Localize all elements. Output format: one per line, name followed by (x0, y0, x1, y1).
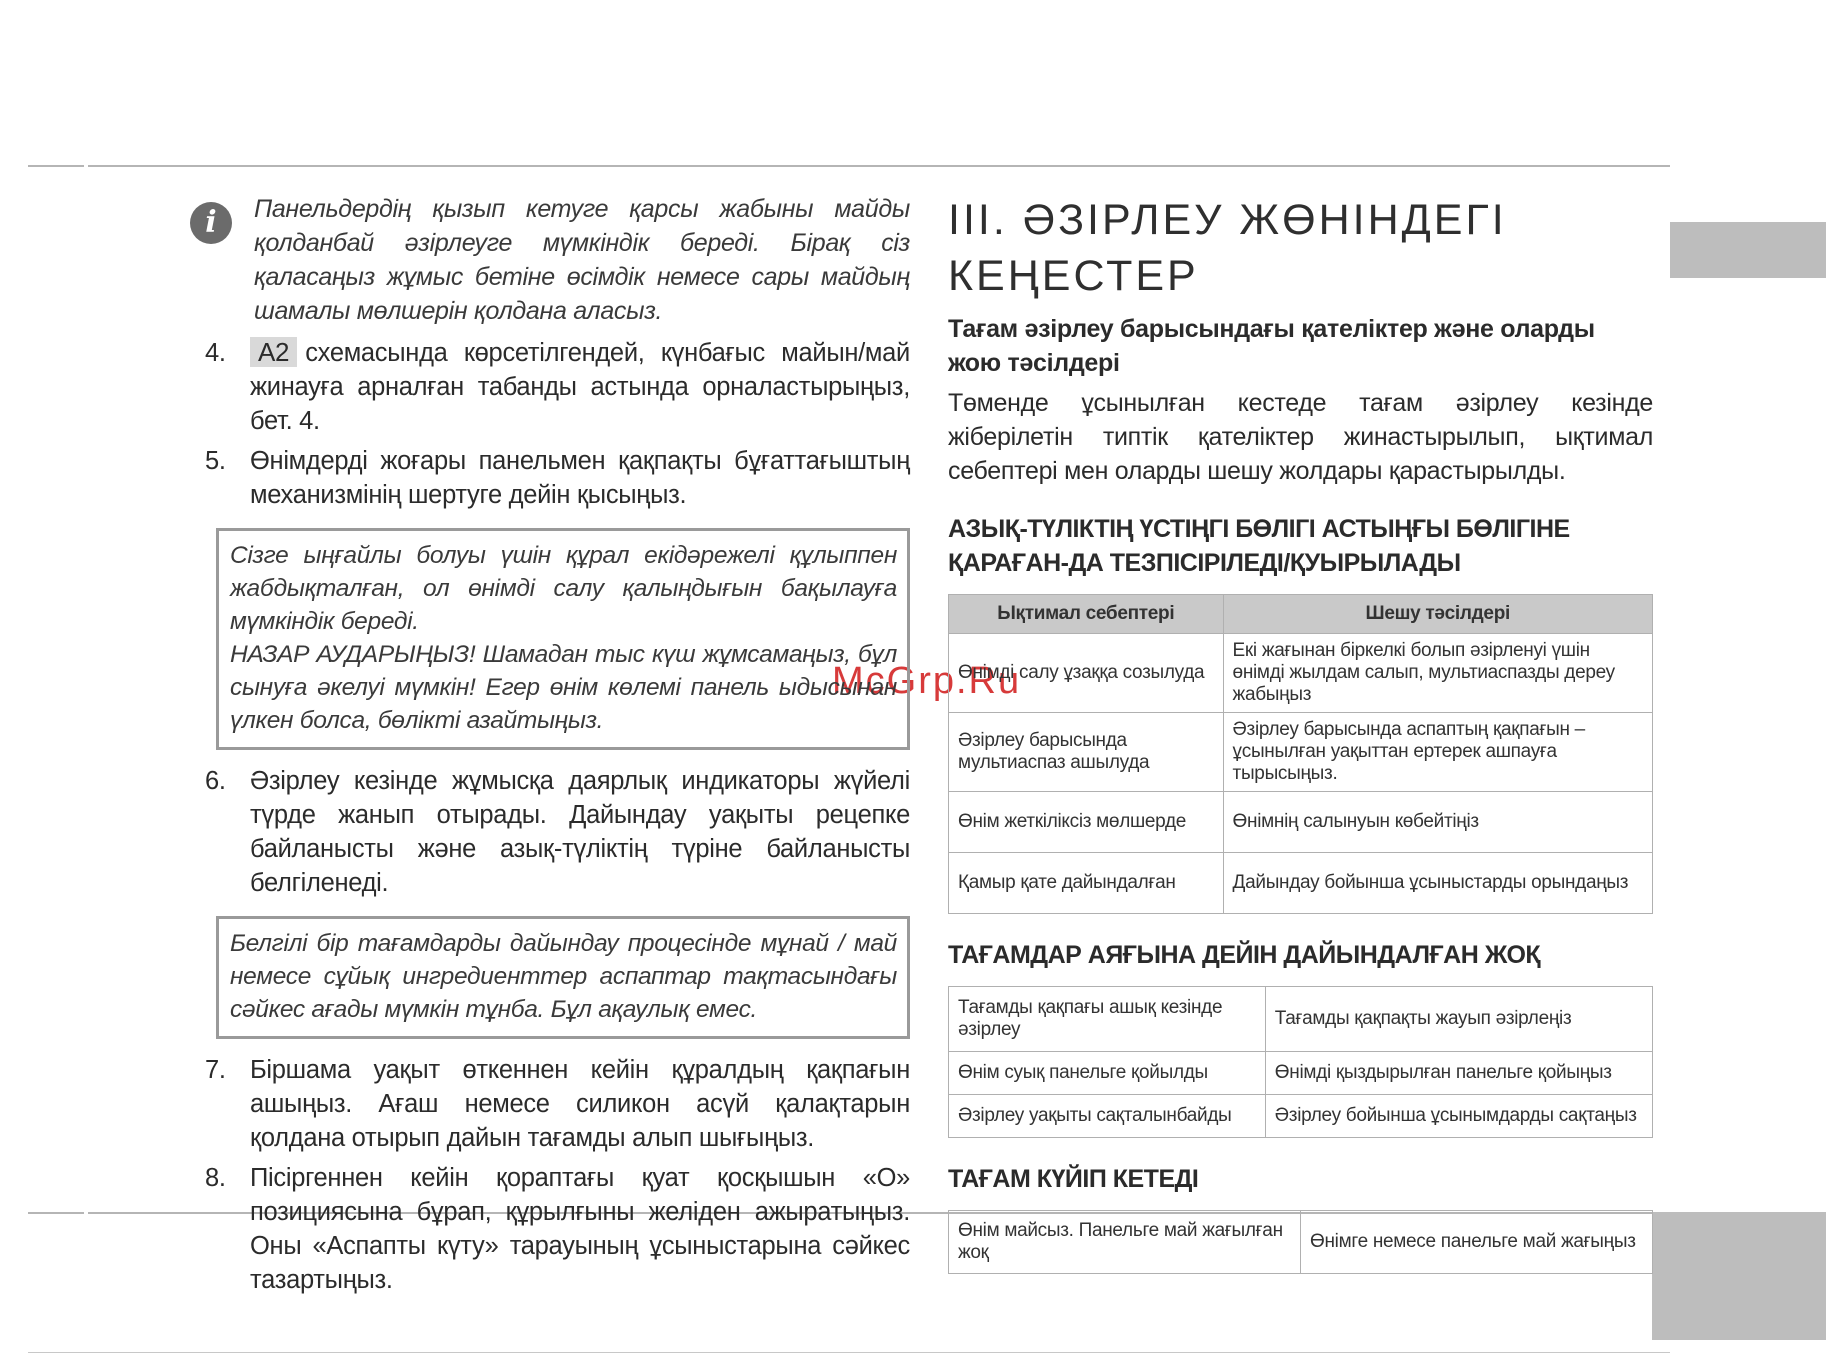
step-text: схемасында көрсетілгендей, күнбағыс майын/май жинауға арналған табанды астында орналастырыңыз, бет. 4. (250, 339, 910, 435)
info-icon: i (190, 202, 232, 244)
column-header-solution: Шешу тәсілдері (1223, 595, 1652, 634)
side-tab-bottom (1652, 1212, 1826, 1340)
cause-cell: Әзірлеу уақыты сақталынбайды (949, 1095, 1266, 1138)
step-number: 4. (205, 339, 226, 367)
table-header-row (949, 595, 1653, 634)
steps-list (190, 336, 910, 512)
table-row (949, 853, 1653, 914)
footer-rule (28, 1352, 1670, 1353)
step-8 (190, 1161, 910, 1297)
solution-cell: Дайындау бойынша ұсыныстарды орындаңыз (1223, 853, 1652, 914)
top-rule (88, 165, 1670, 167)
solution-cell: Екі жағынан біркелкі болып әзірленуі үшін өнімді жылдам салып, мультиаспазды дереу жабыңыз (1223, 634, 1652, 713)
column-header-cause: Ықтимал себептері (949, 595, 1224, 634)
step-5 (190, 444, 910, 512)
cause-cell: Өнім суық панельге қойылды (949, 1052, 1266, 1095)
table-row (949, 713, 1653, 792)
oil-note-box (216, 916, 910, 1039)
solution-cell: Өнімді қыздырылған панельге қойыңыз (1265, 1052, 1652, 1095)
solution-cell: Өнімнің салынуын көбейтіңіз (1223, 792, 1652, 853)
steps-list-3 (190, 1053, 910, 1297)
troubleshoot-table-3 (948, 1210, 1653, 1274)
troubleshoot-table-1 (948, 594, 1653, 914)
step-text: Өнімдерді жоғары панельмен қақпақты бұғаттағыштың механизмінің шертуге дейін қысыңыз. (250, 447, 910, 509)
steps-list-2 (190, 764, 910, 900)
step-number: 8. (205, 1164, 226, 1192)
step-4 (190, 336, 910, 438)
lock-note-box (216, 528, 910, 750)
bottom-rule-short (28, 1212, 84, 1214)
step-number: 6. (205, 767, 226, 795)
table-row (949, 634, 1653, 713)
solution-cell: Әзірлеу бойынша ұсынымдарды сақтаңыз (1265, 1095, 1652, 1138)
figure-badge: A2 (250, 337, 297, 367)
oil-note-text: Белгілі бір тағамдарды дайындау процесінде мұнай / май немесе сұйық ингредиенттер аспаптар тақтасындағы сәйкес ағады мүмкін тұнба. Бұл ақаулық емес. (230, 930, 897, 1023)
solution-cell: Өнімге немесе панельге май жағыңыз (1301, 1211, 1653, 1274)
watermark: McGrp.Ru (832, 660, 1022, 702)
warning-note-text: НАЗАР АУДАРЫҢЫЗ! Шамадан тыс күш жұмсамаңыз, бұл сынуға әкелуі мүмкін! Егер өнім көлемі панель ыдысынан үлкен болса, бөлікті азайтыңыз. (230, 641, 897, 734)
step-text: Әзірлеу кезінде жұмысқа даярлық индикаторы жүйелі түрде жанып отырады. Дайындау уақыты рецепке байланысты және азық-түліктің түріне байланысты белгіленеді. (250, 767, 910, 897)
left-column (190, 192, 910, 1303)
top-rule-short (28, 165, 84, 167)
step-text: Біршама уақыт өткеннен кейін құралдың қақпағын ашыңыз. Ағаш немесе силикон асүй қалақтарын қолдана отырып дайын тағамды алып шығыңыз. (250, 1056, 910, 1152)
info-note (190, 192, 910, 328)
table-row (949, 1052, 1653, 1095)
cause-cell: Өнім жеткіліксіз мөлшерде (949, 792, 1224, 853)
solution-cell: Әзірлеу барысында аспаптың қақпағын – ұсынылған уақыттан ертерек ашпауға тырысыңыз. (1223, 713, 1652, 792)
step-number: 7. (205, 1056, 226, 1084)
right-column (948, 192, 1653, 1274)
step-7 (190, 1053, 910, 1155)
section-heading-1: АЗЫҚ-ТҮЛІКТІҢ ҮСТІҢГІ БӨЛІГІ АСТЫҢҒЫ БӨЛІГІНЕ ҚАРАҒАН-ДА ТЕЗПІСІРІЛЕДІ/ҚУЫРЫЛАДЫ (948, 515, 1570, 577)
step-text: Пісіргеннен кейін қораптағы қуат қосқышын «О» позициясына бұрап, құрылғыны желіден ажыратыңыз. Оны «Аспапты күту» тарауының ұсыныстарына сәйкес тазартыңыз. (250, 1164, 910, 1294)
cause-cell: Қамыр қате дайындалған (949, 853, 1224, 914)
cause-cell: Өнімді салу ұзаққа созылуда (949, 634, 1224, 713)
step-number: 5. (205, 447, 226, 475)
cause-cell: Өнім майсыз. Панельге май жағылған жоқ (949, 1211, 1301, 1274)
table-row (949, 1095, 1653, 1138)
side-tab-top (1670, 222, 1826, 278)
solution-cell: Тағамды қақпақты жауып әзірлеңіз (1265, 987, 1652, 1052)
intro-text: Төменде ұсынылған кестеде тағам әзірлеу кезінде жіберілетін типтік қателіктер жинастырылып, ықтимал себептері мен оларды шешу жолдары қарастырылды. (948, 389, 1653, 485)
info-note-text: Панельдердің қызып кетуге қарсы жабыны майды қолданбай әзірлеуге мүмкіндік береді. Бірақ сіз қаласаңыз жұмыс бетіне өсімдік немесе сары майдың шамалы мөлшерін қолдана аласыз. (254, 195, 910, 325)
table-row (949, 792, 1653, 853)
page-title: III. ӘЗІРЛЕУ ЖӨНІНДЕГІ КЕҢЕСТЕР (948, 196, 1507, 300)
page-subtitle: Тағам әзірлеу барысындағы қателіктер және оларды жою тәсілдері (948, 315, 1595, 377)
table-row (949, 1211, 1653, 1274)
troubleshoot-table-2 (948, 986, 1653, 1138)
table-row (949, 987, 1653, 1052)
cause-cell: Әзірлеу барысында мультиаспаз ашылуда (949, 713, 1224, 792)
section-heading-2: ТАҒАМДАР АЯҒЫНА ДЕЙІН ДАЙЫНДАЛҒАН ЖОҚ (948, 941, 1541, 969)
section-heading-3: ТАҒАМ КҮЙІП КЕТЕДІ (948, 1165, 1199, 1193)
step-6 (190, 764, 910, 900)
lock-note-text: Сізге ыңғайлы болуы үшін құрал екідәрежелі құлыппен жабдықталған, ол өнімді салу қалыңдығын бақылауға мүмкіндік береді. (230, 542, 897, 635)
cause-cell: Тағамды қақпағы ашық кезінде әзірлеу (949, 987, 1266, 1052)
